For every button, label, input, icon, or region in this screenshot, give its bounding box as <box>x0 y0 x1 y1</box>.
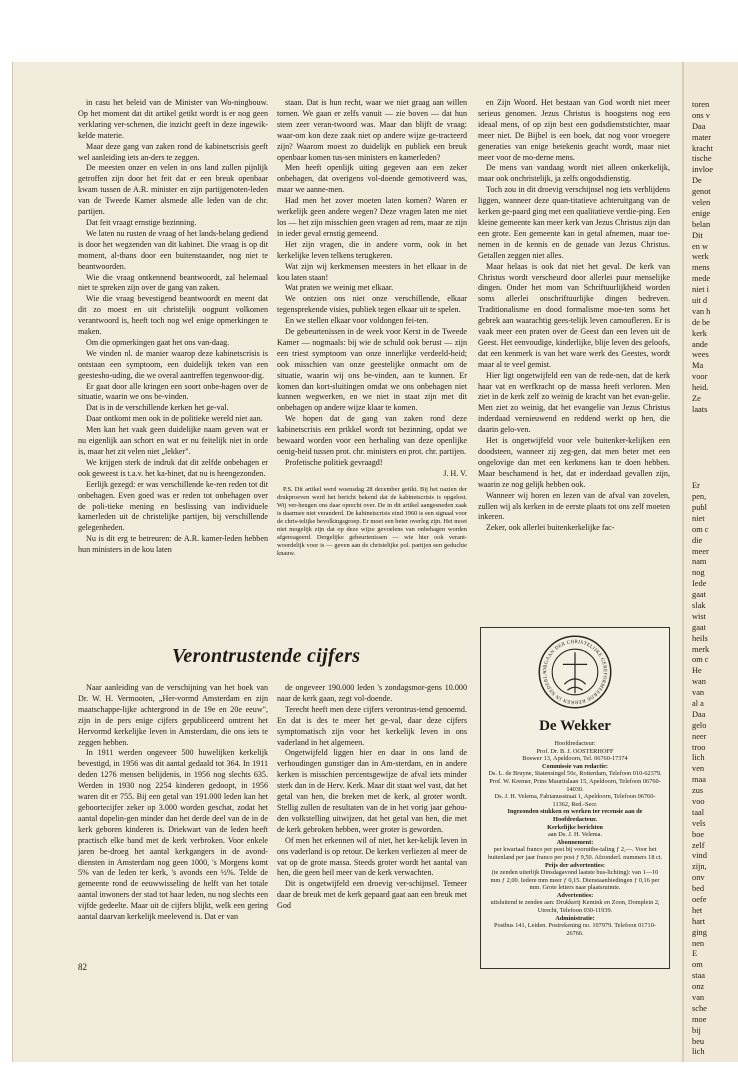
article-col1-paragraph: De meesten onzer en velen in ons land zullen pijnlijk getroffen zijn door het feit dat er een breuk openbaar kwam tussen de A.R. minister en zijn partijgenoten-leden van de Tweede Kamer alsmede alle leden van de chr. partijen. <box>78 163 268 217</box>
facing-page-line: Er <box>692 481 700 491</box>
facing-page-line <box>692 438 738 449</box>
masthead-info <box>487 740 663 937</box>
facing-page-line: ons v <box>692 110 710 120</box>
article-col2-paragraph: Had men het zover moeten laten komen? Waren er werkelijk geen andere wegen? Deze vragen laten me niet los — het zijn misschien geen vragen ad rem, maar ze zijn in ieder geval ernstig gemeend. <box>277 196 467 238</box>
facing-page-line: om c <box>692 655 709 665</box>
article-col1-paragraph: We vinden nl. de manier waarop deze kabinetscrisis is ontstaan een symptoom, een duidelijk teken van een geestesho-uding, die we overal aantreffen tegenwoor-dig. <box>78 348 268 380</box>
facing-page-line: troo <box>692 742 706 752</box>
masthead-line: (te zenden uiterlijk Dinsdagavond laatste bus-lichting): van 1—10 mm ƒ 2,00. Iedere mm meer ƒ 0,15. Dienstaanbiedingen ƒ 0,16 per mm. Grote letters naar plaatsruimte. <box>490 869 660 892</box>
masthead-heading: Prijs der advertenties: <box>544 861 606 869</box>
second-article-col1-paragraph: In 1911 werden ongeveer 500 huwelijken kerkelijk bevestigd, in 1956 was dit aantal gedaald tot 364. In 1911 deden 1276 mensen belijdenis, in 1956 nog slechts 635. Werden in 1930 nog 2254 kinderen gedoopt, in 1956 waren dit er 755. Bij een getal van 191.000 leden kan het geboortecijfer zeker op 3.000 worden geschat, zodat het aantal dopelin-gen minder dan het derde deel van de in de kerk geboren kinderen is. Driekwart van de leden heeft practisch elke band met de kerk verbroken. Voor enkele jaren be-droeg het aantal kerkgangers in de avond-diensten in Amsterdam nog geen 1000, 's Morgens komt 5% van de leden ter kerk, 's avonds een ½%. Telde de gemeente rond de eeuwwisseling de helft van het totale aantal inwoners der stad tot haar leden, nu nog slechts een vijfde gedeelte. Maar uit de cijfers blijkt, welk een gering aantal daarvan kerkelijk meelevend is. Dat er van <box>78 748 268 922</box>
church-seal-icon <box>537 634 613 710</box>
article-col3-paragraph: Maar helaas is ook dat niet het geval. De kerk van Christus wordt verscheurd door allerlei puur menselijke dingen. Onder het mom van Schriftuurlijkheid worden soms allerlei onschriftuurlijke dingen bedreven. Traditionalisme en dood formalisme moe-ten soms het gebrek aan waarachtig gees-telijk leven camoufleren. Er is vaak meer een praten over de Geest dan een leven uit de Geest. Het eenvoudige, kinderlijke, blije leven des geloofs, dat een kenmerk is van het ware werk des Geestes, wordt maar al te veel gemist. <box>478 261 670 369</box>
article-column-1 <box>78 98 268 618</box>
facing-page-line: zijn, <box>692 862 707 872</box>
facing-page-line: gaat <box>692 622 706 632</box>
article-col1-paragraph: Wie die vraag bevestigend beantwoordt en meent dat dit zo moest en uit christelijk oogpunt volkomen verantwoord is, heeft toch nog wel enige opmerkingen te maken. <box>78 294 268 337</box>
facing-page-line: nog <box>692 568 705 578</box>
second-article-col2-paragraph: de ongeveer 190.000 leden 's zondagsmor-gens 10.000 naar de kerk gaan, zegt vol-doende. <box>277 683 467 703</box>
facing-page-line: niet i <box>692 285 709 295</box>
facing-page-line: om c <box>692 524 709 534</box>
facing-page-line: taal <box>692 807 705 817</box>
facing-page-line: tische <box>692 154 712 164</box>
second-article-col2-paragraph: Ongetwijfeld liggen hier en daar in ons land de verhoudingen gunstiger dan in Am-sterdam, en in andere kerken is misschien percentsgewijze de afval iets minder sterk dan in de Herv. Kerk. Maar dit staat wel vast, dat het getal van hen, die breken met de kerk, al groter wordt. Stellig zullen de resultaten van de in het vorig jaar gehou-den volkstelling uitwijzen, dat het getal van hen, die met de kerk gebroken hebben, weer groter is geworden. <box>277 748 467 834</box>
facing-page-text <box>684 62 738 1058</box>
facing-page-line: merk <box>692 644 710 654</box>
facing-page-line: nam <box>692 557 707 567</box>
facing-page-line: om <box>692 960 703 970</box>
second-article-column-2 <box>277 683 467 973</box>
facing-page-line: wees <box>692 350 709 360</box>
facing-page-line: kerk <box>692 328 707 338</box>
facing-page-line: belan <box>692 219 711 229</box>
facing-page-line: E <box>692 949 698 959</box>
facing-page-line: voor <box>692 372 708 382</box>
facing-page-line: lich <box>692 1047 705 1057</box>
facing-page-line: wist <box>692 611 706 621</box>
facing-page-line <box>692 449 738 460</box>
facing-page-line: maa <box>692 775 706 785</box>
facing-page-line: slak <box>692 600 706 610</box>
facing-page-line: Dit <box>692 230 703 240</box>
article-col1-paragraph: Wie die vraag ontkennend beantwoordt, zal helemaal niet te spreken zijn over de gang van zaken. <box>78 272 268 293</box>
facing-page-line: van h <box>692 306 711 316</box>
facing-page-line: kracht <box>692 143 713 153</box>
facing-page-line: heid. <box>692 383 709 393</box>
facing-page-line: laats <box>692 404 708 414</box>
facing-page-line: boe <box>692 829 705 839</box>
facing-page-line: moe <box>692 1014 707 1024</box>
masthead-heading: Advertenties: <box>556 891 594 899</box>
facing-page-line: al a <box>692 698 704 708</box>
article-col3-paragraph: Toch zou in dit droevig verschijnsel nog iets verblijdens liggen, wanneer deze quan-titatieve achteruitgang van de kerken ge-paard ging met een qualitatieve verdie-ping. Een kleine gemeente kan meer kerk van Jezus Christus zijn dan een grote. Een gemeente kan in getal afnemen, maar toe-nemen in de kennis en de genade van Jezus Christus. Getallen zeggen niet alles. <box>478 185 670 260</box>
facing-page-line: bij <box>692 1025 701 1035</box>
author-signature: J. H. V. <box>443 468 467 478</box>
masthead-heading: Abonnement: <box>556 838 594 846</box>
facing-page-line: gaat <box>692 590 706 600</box>
facing-page-line: zelf <box>692 840 705 850</box>
facing-page-line: bed <box>692 884 705 894</box>
masthead-line: per kwartaal franco per post bij vooruitbe-taling ƒ 2,—. Voor het buitenland per jaar franco per post ƒ 9,50. Afzonderl. nummers 18 ct. <box>487 846 663 861</box>
article-col1-paragraph: Dat is in de verschillende kerken het ge-val. <box>86 403 229 413</box>
masthead-heading: Administratie: <box>555 914 595 922</box>
article-col1-paragraph: Men kan het vaak geen duidelijke naam geven wat er nu eigenlijk aan schort en wat er nu feitelijk niet in orde is, maar het zit velen niet „lekker". <box>78 425 268 456</box>
facing-page-line: gelo <box>692 720 707 730</box>
article-col3-paragraph: Wanneer wij horen en lezen van de afval van zovelen, zullen wij als kerken in de eerste plaats tot ons zelf moeten inkeren. <box>478 490 670 522</box>
facing-page-line: mater <box>692 132 712 142</box>
second-article-col2-paragraph: Dit is ongetwijfeld een droevig ver-schijnsel. Temeer daar de breuk met de kerk gepaard gaat aan een breuk met God <box>277 879 467 911</box>
facing-page-line: Daa <box>692 121 706 131</box>
facing-page-line <box>692 427 738 438</box>
facing-page-line: enige <box>692 208 711 218</box>
article-col2-paragraph: Wat praten we weinig met elkaar. <box>285 283 394 293</box>
facing-page-line: ven <box>692 764 705 774</box>
facing-page-line: mede <box>692 274 711 284</box>
facing-page-line: voo <box>692 797 705 806</box>
article-col3-paragraph: en Zijn Woord. Het bestaan van God wordt niet meer serieus genomen. Jezus Christus is hoogstens nog een ideaal mens, of op zijn best een godsdienststichter, maar meer niet. De Bijbel is een boek, dat nog voor vroegere generaties van enige betekenis geacht wordt, maar niet meer voor de mo-derne mens. <box>478 98 670 162</box>
facing-page-line: ging <box>692 927 707 937</box>
facing-page-line: pen, <box>692 492 707 502</box>
article-column-2 <box>277 98 467 618</box>
masthead-title: De Wekker <box>539 718 611 734</box>
facing-page-line: toren <box>692 100 710 109</box>
facing-page-line: onz <box>692 982 705 992</box>
masthead-line: Ds. L. de Bruyne, Statensingel 56c, Rotterdam, Telefoon 010-62379. <box>488 770 662 778</box>
article-col1-paragraph: Er gaat door alle kringen een soort onbe-hagen over de situatie, waarin we ons be-vinden. <box>78 381 268 402</box>
facing-page-line: oefe <box>692 895 707 905</box>
facing-page-line: het <box>692 905 703 915</box>
facing-page-line: vind <box>692 851 707 861</box>
facing-page-line: He <box>692 666 702 676</box>
article-col1-paragraph: Maar deze gang van zaken rond de kabinetscrisis geeft wel aanleiding iets an-ders te zeggen. <box>78 141 268 162</box>
facing-page-line: Iede <box>692 579 707 589</box>
second-article-col2-paragraph: Of men het erkennen wil of niet, het ker-kelijk leven in ons vaderland is op retour. De kerken verliezen al meer de vat op de grote massa. Steeds groter wordt het aantal van hen, die geen heil meer van de kerk verwachten. <box>277 835 467 878</box>
article-col1-paragraph: Om die opmerkingen gaat het ons van-daag. <box>86 337 230 347</box>
facing-page-line: De <box>692 176 702 186</box>
facing-page-line: lich <box>692 753 705 763</box>
facing-page-line <box>692 459 738 470</box>
article-col2-paragraph: Men heeft openlijk uiting gegeven aan een zeker onbehagen, dat overigens vol-doende gemotiveerd was, maar we aanne-men. <box>277 163 467 195</box>
headline-verontrustende-cijfers: Verontrustende cijfers <box>172 645 361 667</box>
masthead-line: Prof. W. Kremer, Prins Mauritslaan 15, Apeldoorn, Telefoon 06760-14030. <box>489 777 661 793</box>
facing-page-line: en w <box>692 241 709 251</box>
facing-page-line: hart <box>692 916 706 926</box>
second-article-col1-paragraph: Naar aanleiding van de verschijning van het boek van Dr. W. H. Vermooten, „Her-vormd Amsterdam en zijn maatschappe-lijke achtergrond in de 19e en 20e eeuw", zijn in de pers enige cijfers gepubliceerd omtrent het Hervormd kerkelijke leven in Amsterdam, die ons iets te zeggen hebben. <box>78 683 268 747</box>
facing-page-line: nen <box>692 938 705 948</box>
masthead-box <box>480 627 670 969</box>
facing-page-line: Ze <box>692 394 701 404</box>
facing-page-line <box>692 470 738 481</box>
facing-page-line: heils <box>692 633 708 643</box>
article-col1-paragraph: We laten nu rusten de vraag of het lands-belang gediend is door het wegzenden van dit kabinet. Die vraag is op dit moment, al-thans door een buitenstaander, nog niet te beantwoorden. <box>78 228 268 271</box>
facing-page-line: de be <box>692 317 710 327</box>
facing-page-line: sche <box>692 1003 707 1013</box>
article-col2-paragraph: Wat zijn wij kerkmensen meesters in het elkaar in de kou laten staan! <box>277 261 467 282</box>
article-col2-paragraph: staan. Dat is hun recht, waar we niet graag aan willen tornen. We gaan er zelfs vanuit — zie boven — dat hun stem zeer veran-twoord was. Maar dan blijft de vraag: waar-om kon deze zaak niet op andere wijze ge-tracteerd zijn? Waarom moest zo duidelijk en publiek een breuk openbaar komen tus-sen ministers en kamerleden? <box>277 98 467 162</box>
article-col2-paragraph: En we stellen elkaar voor voldongen fei-ten. <box>285 316 429 326</box>
masthead-line: Ds. J. H. Velema, Fabianusstraat 1, Apeldoorn, Telefoon 06760-11362, Red.-Secr. <box>494 793 656 808</box>
article-col1-paragraph: in casu het beleid van de Minister van Wo-ningbouw. Op het moment dat dit artikel getikt wordt is er nog geen verklaring ver-schenen, die inzicht geeft in deze ingewik-kelde materie. <box>78 98 268 140</box>
facing-page-line: van <box>692 688 705 698</box>
article-col1-paragraph: Dat feit vraagt ernstige bezinning. <box>86 217 197 227</box>
article-col3-paragraph: Het is ongetwijfeld voor vele buitenker-kelijken een doodsteen, wanneer zij zeg-gen, dat men beter met een ongelovige dan met een kerkmens kan te doen hebben. Maar beschamend is het, dat er inderdaad gevallen zijn, waarin ze nog gelijk hebben ook. <box>478 436 670 489</box>
article-col2-paragraph: We hopen dat de gang van zaken rond deze kabinetscrisis een prikkel wordt tot bezinning, opdat we bewaard worden voor een herhaling van deze openlijke oenig-heid tussen prot. chr. ministers en prot. chr. partijen. <box>277 414 467 456</box>
masthead-heading: Ingezonden stukken en werken ter recensie aan de Hoofdredacteur. <box>507 808 643 823</box>
facing-page-line <box>692 416 738 427</box>
article-col1-paragraph: Eerlijk gezegd: er was verschillende ke-ren reden tot dit onbehagen. Even goed was er reden tot onbehagen over de poli-tieke mening en beslissing van individuele kamerleden uit de christelijke partijen, bij verschillende gelegenheden. <box>78 479 268 533</box>
facing-page-fragment <box>682 62 738 1062</box>
facing-page-line: wan <box>692 677 706 687</box>
facing-page-line: neer <box>692 731 707 741</box>
masthead-heading: Commissie van redactie: <box>542 762 608 770</box>
article-col1-paragraph: Daar ontkomt men ook in de politieke wereld niet aan. <box>86 414 263 424</box>
facing-page-line: invloe <box>692 165 713 175</box>
masthead-line: uitsluitend te zenden aan: Drukkerij Kemink en Zoon, Domplein 2, Utrecht, Telefoon 030-11939. <box>490 899 660 915</box>
svg-text:ORGAAN DER CHRISTELIJKE GEREFO <box>537 634 607 704</box>
facing-page-line: die <box>692 535 703 545</box>
second-article-column-1 <box>78 683 268 973</box>
facing-page-line: zus <box>692 786 704 796</box>
facing-page-line: velen <box>692 198 711 208</box>
masthead-line: Boswег 13, Apeldoorn, Tel. 06760-17374 <box>522 755 628 763</box>
article-col3-paragraph: Hier ligt ongetwijfeld een van de rede-nen, dat de kerk haar vat en werfkracht op de massa heeft verloren. Men ziet in de kerk zelf zo weinig de kracht van het evan-gelie. Men ziet zo weinig, dat het evangelie van Jezus Christus inderdaad vernieuwend en reddend werkt op hen, die daarin gelo-ven. <box>478 370 670 435</box>
facing-page-line: meer <box>692 546 709 556</box>
facing-page-line: Ma <box>692 361 704 371</box>
facing-page-line: ande <box>692 339 708 349</box>
masthead-line: Postbus 141, Leiden. Postrekening no. 107979. Telefoon 01710-26766. <box>494 922 656 937</box>
article-col2-paragraph: Profetische politiek gevraagd! <box>285 457 383 467</box>
facing-page-line: mens <box>692 263 710 273</box>
facing-page-line: staa <box>692 971 706 981</box>
masthead-line: Hoofdredacteur: <box>554 740 596 747</box>
facing-page-line: onv <box>692 873 705 883</box>
page-number: 82 <box>78 962 87 972</box>
masthead-line: Prof. Dr. B. J. OOSTERHOFF <box>536 747 614 755</box>
article-column-3 <box>478 98 670 618</box>
seal-text: ORGAAN DER CHRISTELIJKE GEREFORMEERDE KERKEN IN NEDERLA <box>543 640 607 704</box>
masthead-line: aan Ds. J. H. Velema. <box>547 831 603 839</box>
article-col1-paragraph: Nu is dit erg te betreuren: de A.R. kamer-leden hebben hun ministers in de kou laten <box>78 534 268 555</box>
article-col3-paragraph: De mens van vandaag wordt niet alleen onkerkelijk, maar ook onchristelijk, ja zelfs ongodsdienstig. <box>478 163 670 184</box>
facing-page-line: uit d <box>692 296 708 306</box>
facing-page-line: vels <box>692 818 706 828</box>
article-col3-paragraph: Zeker, ook allerlei buitenkerkelijke fac- <box>486 523 615 533</box>
facing-page-line: beu <box>692 1036 705 1046</box>
facing-page-line: werk <box>692 252 709 262</box>
facing-page-line: publ <box>692 502 707 512</box>
postscript: P.S. Dit artikel werd woensdag 28 december getikt. Bij het nazien der drukproeven werd het bericht bekend dat de kabinetscrisis is opgelost. Wij ver-heugen ons daar oprecht over. De in dit artikel aangesneden zaak is daarmee niet veranderd. De kabinetscrisis eind 1960 is een signaal voor de chris-telijke bevolkingsgroep. Er moet een beter overleg zijn. Het moet niet mogelijk zijn dat op deze wijze gevoelens van onbehagen worden afgereageerd. Dergelijke gebeurtenissen — wie hier ook verant-woordelijk voor is — geven aan de christelijke pol. partijen een geduchte knauw. <box>277 485 467 557</box>
facing-page-line: niet <box>692 513 705 523</box>
masthead-heading: Kerkelijke berichten <box>547 823 603 831</box>
article-col1-paragraph: We krijgen sterk de indruk dat dit zelfde onbehagen er ook geweest is t.a.v. het ka-binet, dat nu is heengezonden. <box>78 457 268 478</box>
article-col2-paragraph: We ontzien ons niet onze verschillende, elkaar tegensprekende visies, publiek tegen elkaar uit te spelen. <box>277 294 467 315</box>
facing-page-line: van <box>692 993 705 1003</box>
second-article-col2-paragraph: Terecht heeft men deze cijfers verontrus-tend genoemd. En dat is des te meer het ge-val, daar deze cijfers symptomatisch zijn voor het kerkelijk leven in ons vaderland in het algemeen. <box>277 704 467 747</box>
facing-page-line: Daa <box>692 709 706 719</box>
facing-page-line: genot <box>692 187 711 197</box>
article-col2-paragraph: Het zijn vragen, die in andere vorm, ook in het kerkelijke leven telkens terugkeren. <box>277 239 467 260</box>
article-col2-paragraph: De gebeurtenissen in de week voor Kerst in de Tweede Kamer — nogmaals: bij wie de schuld ook berust — zijn een triest symptoom van onze innerlijke verdeeld-heid; ook misschien van onze geestelijke onmacht om de situatie, waarin wij ons be-vinden, aan te kunnen. Er komen dan kort-sluitingen omdat we ons onbehagen niet kunnen wegwerken, en we niet in staat zijn met dit onbehagen op andere wijze klaar te komen. <box>277 327 467 413</box>
